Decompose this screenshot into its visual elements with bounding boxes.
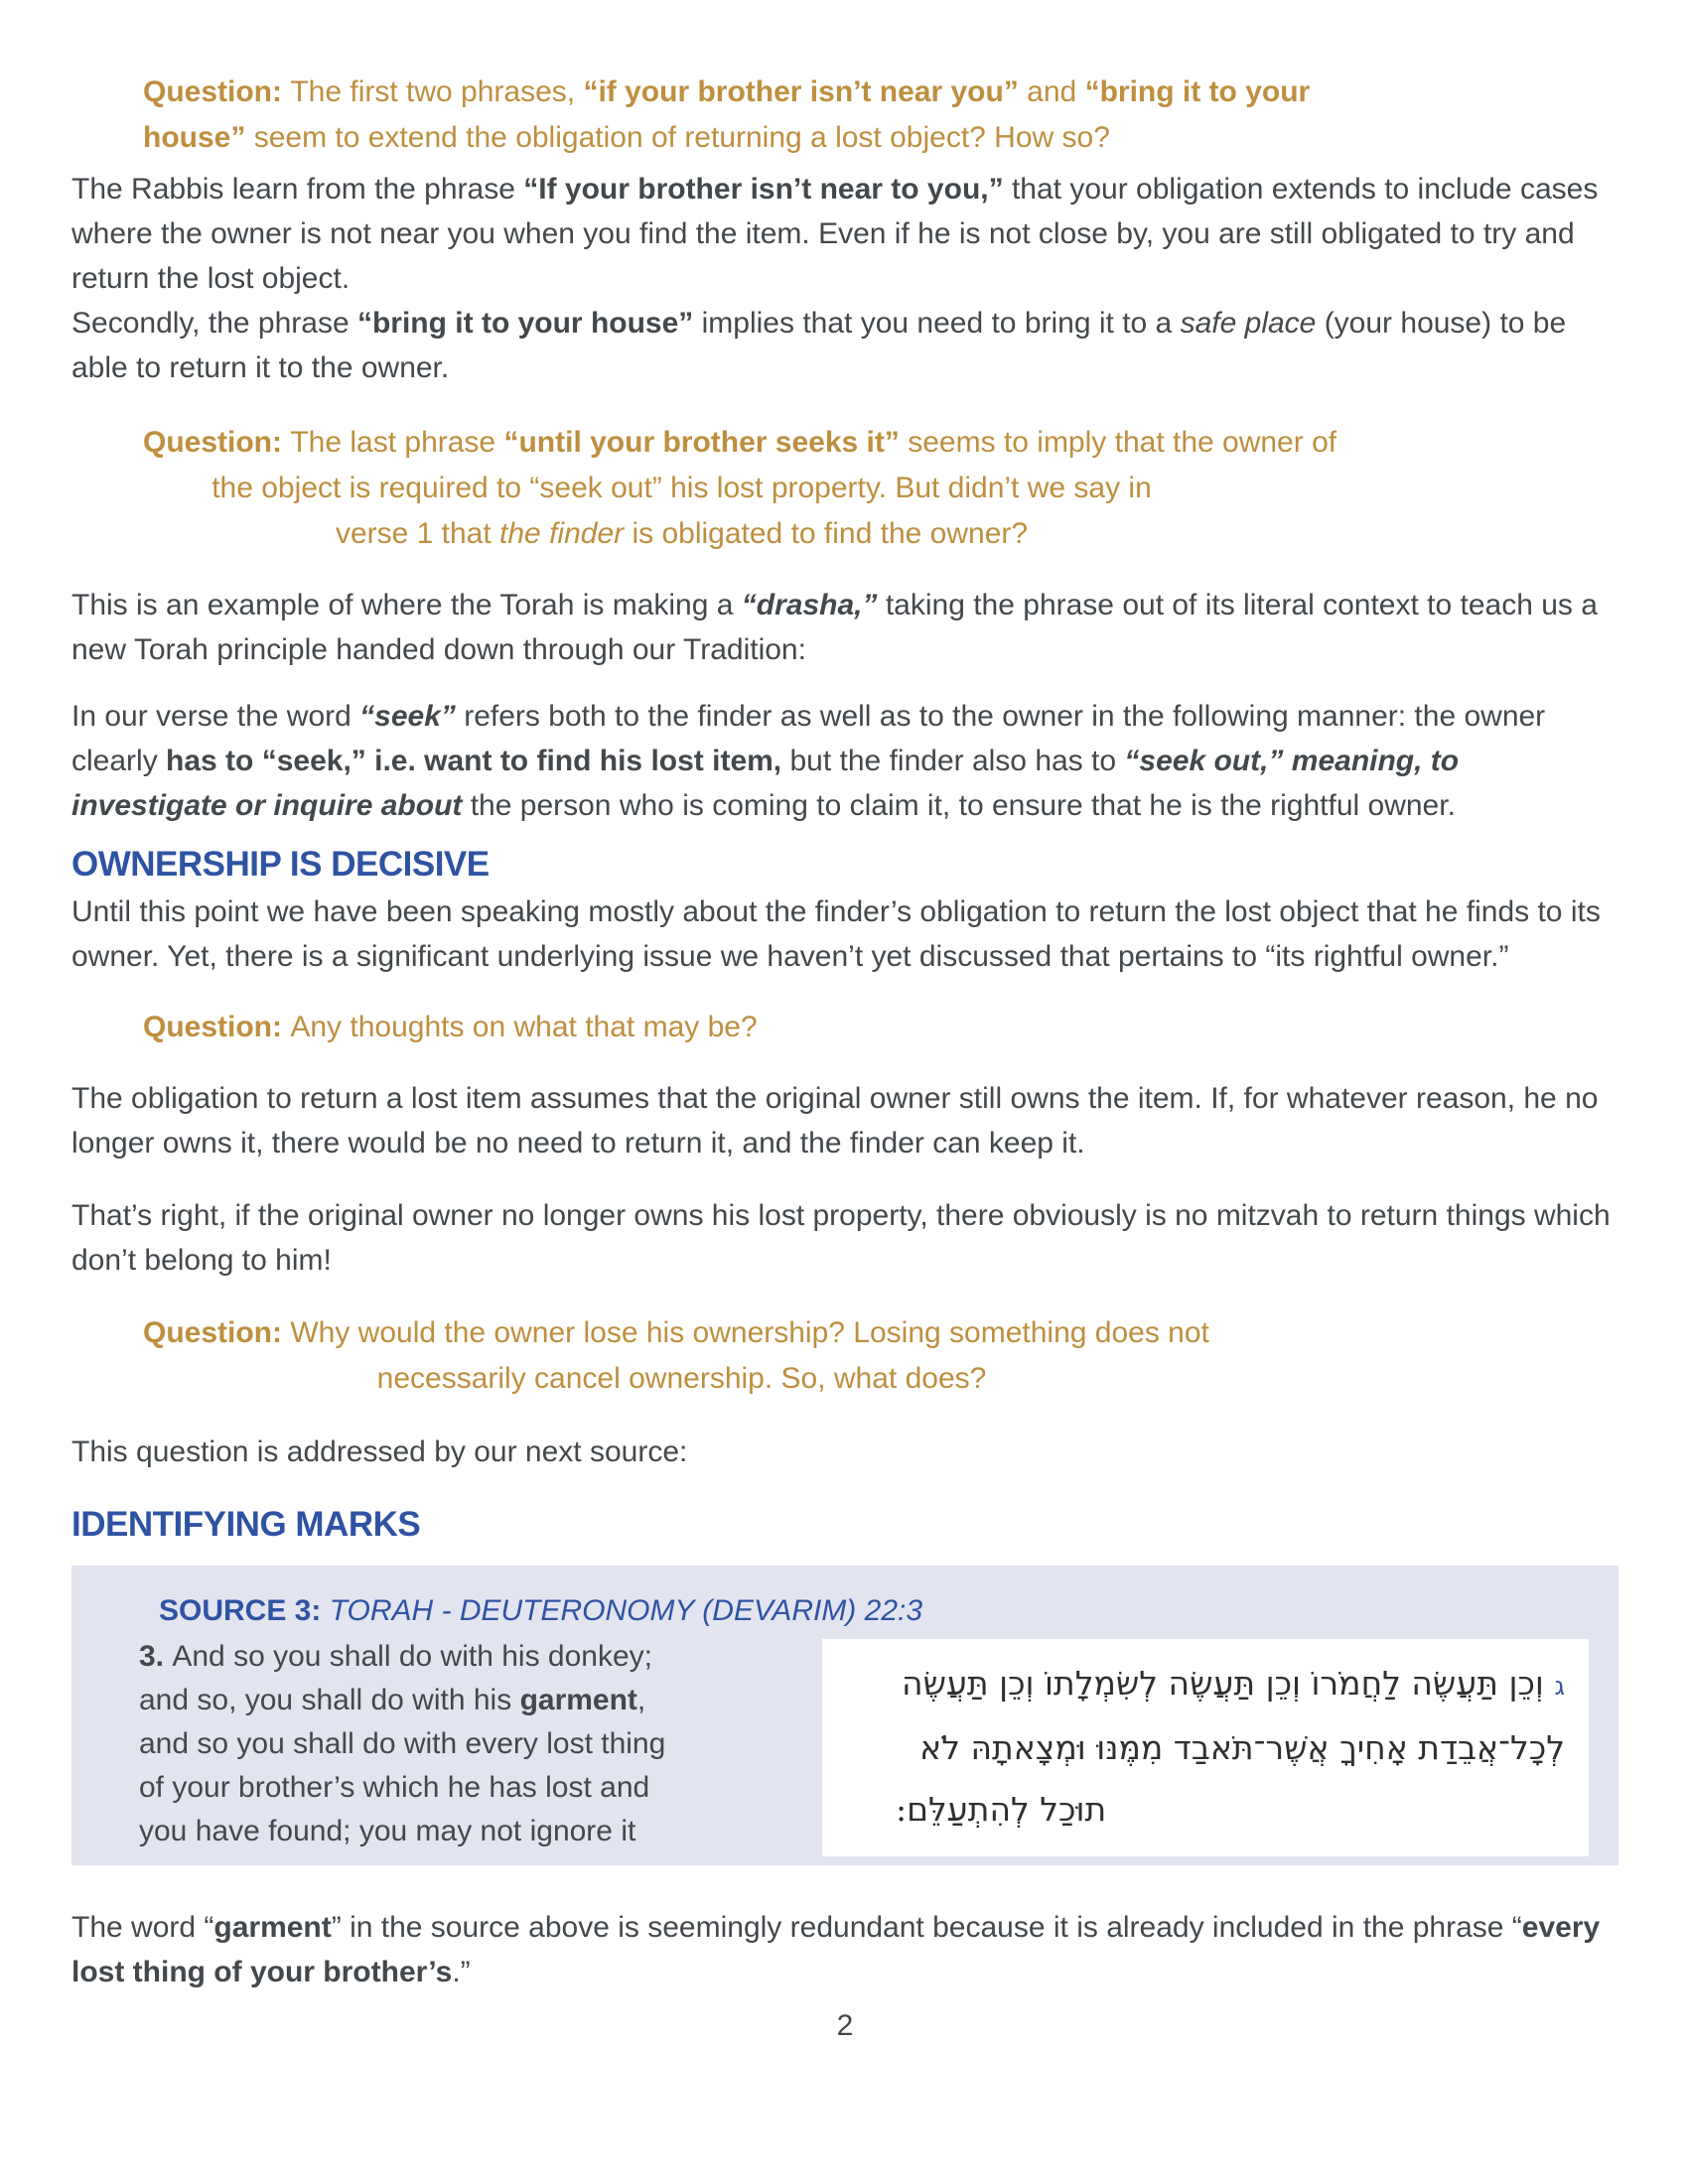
text-segment: of your brother’s which he has lost and xyxy=(139,1771,650,1804)
text-segment: is obligated to find the owner? xyxy=(624,517,1029,550)
text-segment: but the finder also has to xyxy=(781,745,1125,777)
text-segment: The word “ xyxy=(71,1911,214,1944)
question-line xyxy=(143,1310,1618,1356)
text-segment: taking the phrase out of its literal context to teach us a new Torah principle handed down through our Tradition: xyxy=(71,589,1598,666)
text-segment: that your obligation extends to include cases where the owner is not near you when you find the item. Even if he is not close by, you are still obligated to try and return the lost object. xyxy=(71,173,1599,295)
text-segment: and so you shall do with every lost thing xyxy=(139,1727,666,1760)
text-segment: 3. xyxy=(139,1640,173,1673)
text-segment: “bring it to your xyxy=(1084,75,1311,108)
text-segment: This question is addressed by our next source: xyxy=(71,1435,688,1468)
text-segment: Secondly, the phrase xyxy=(71,307,357,340)
question-line xyxy=(143,511,1220,557)
text-segment: Why would the owner lose his ownership? Losing something does not xyxy=(290,1316,1209,1349)
paragraph-drasha xyxy=(71,583,1618,672)
text-segment: The obligation to return a lost item assumes that the original owner still owns the item. If, for whatever reason, he no longer owns it, there would be no need to return it, and the finder can keep it. xyxy=(71,1082,1599,1160)
text-segment: and xyxy=(1018,75,1085,108)
paragraph-text xyxy=(71,307,1566,384)
blue: TORAH - DEUTERONOMY (DEVARIM) 22:3 xyxy=(329,1594,923,1627)
paragraph-garment xyxy=(71,1905,1618,1994)
text-segment: garment xyxy=(519,1684,637,1716)
hebrew-line xyxy=(846,1779,1565,1841)
source-row xyxy=(139,1635,1589,1856)
text-segment: “seek out,” meaning, to investigate or inquire about xyxy=(71,745,1460,822)
paragraph-text xyxy=(71,895,1601,973)
question-line xyxy=(143,115,1618,161)
page-number: 2 xyxy=(836,2009,854,2042)
question-line xyxy=(143,466,1220,511)
text-segment: And so you shall do with his donkey; xyxy=(172,1640,652,1673)
text-segment: house” xyxy=(143,121,246,154)
text-segment: “until your brother seeks it” xyxy=(503,426,900,459)
hebrew-line xyxy=(846,1717,1565,1779)
text-segment: In our verse the word xyxy=(71,700,360,733)
paragraph-obligation xyxy=(71,1076,1618,1165)
paragraph-text xyxy=(71,1082,1598,1160)
text-segment: seem to extend the obligation of returning a lost object? How so? xyxy=(245,121,1110,154)
text-segment: ” in the source above is seemingly redundant because it is already included in the phrase “ xyxy=(331,1911,1522,1944)
text-segment: The first two phrases, xyxy=(290,75,584,108)
text-segment: every lost thing of your brother’s xyxy=(71,1911,1601,1988)
hebrew-verse-panel xyxy=(822,1639,1589,1856)
text-segment: Question: xyxy=(143,75,291,108)
text-segment: , xyxy=(636,1684,646,1716)
text-segment: refers both to the finder as well as to the owner in the following manner: the owner clearly xyxy=(71,700,1546,777)
paragraph-seek xyxy=(71,694,1618,828)
text-segment: safe place xyxy=(1180,307,1317,340)
paragraph-thats-right xyxy=(71,1193,1618,1283)
source-english-line xyxy=(139,1635,794,1679)
paragraph-text xyxy=(71,1435,687,1468)
text-segment: Any thoughts on what that may be? xyxy=(290,1011,758,1043)
source-english-text xyxy=(139,1635,794,1853)
paragraph-text xyxy=(71,1199,1611,1277)
heading-ownership: OWNERSHIP IS DECISIVE xyxy=(71,845,490,884)
question-line xyxy=(143,420,1618,466)
text-segment: The last phrase xyxy=(290,426,504,459)
source-heading xyxy=(159,1593,1589,1629)
text-segment: That’s right, if the original owner no longer owns his lost property, there obviously is no mitzvah to return things which don’t belong to him! xyxy=(71,1199,1611,1277)
source-english-line xyxy=(139,1679,794,1722)
source-box xyxy=(71,1566,1618,1865)
question-block-4 xyxy=(71,1310,1618,1402)
text-segment: “if your brother isn’t near you” xyxy=(583,75,1019,108)
text-segment: (your house) to be able to return it to the owner. xyxy=(71,307,1567,384)
question-block-2 xyxy=(71,420,1618,557)
text-segment: the object is required to “seek out” his lost property. But didn’t we say in xyxy=(211,472,1152,504)
paragraph-text xyxy=(71,589,1598,666)
text-segment: has to “seek,” i.e. want to find his lost item, xyxy=(166,745,782,777)
source-english-line xyxy=(139,1810,794,1853)
text-segment: Question: xyxy=(143,1316,291,1349)
text-segment: implies that you need to bring it to a xyxy=(693,307,1181,340)
source-english-line xyxy=(139,1766,794,1810)
hebrew-line xyxy=(846,1653,1565,1717)
paragraph-next-source xyxy=(71,1430,1618,1474)
heading-identifying-marks: IDENTIFYING MARKS xyxy=(71,1505,421,1544)
text-segment: This is an example of where the Torah is making a xyxy=(71,589,742,621)
text-segment: garment xyxy=(213,1911,332,1944)
text-segment: the finder xyxy=(499,517,625,550)
text-segment: .” xyxy=(452,1956,471,1988)
paragraph-text xyxy=(71,1911,1600,1988)
question-line xyxy=(143,1356,1220,1402)
text-segment: necessarily cancel ownership. So, what does? xyxy=(376,1362,987,1395)
paragraph-until-this-point xyxy=(71,889,1618,979)
text-segment: The Rabbis learn from the phrase xyxy=(71,173,524,205)
blue: SOURCE 3: xyxy=(159,1594,330,1627)
question-line xyxy=(143,1005,1618,1050)
verse-letter: ג xyxy=(1554,1672,1565,1702)
text-segment: Until this point we have been speaking mostly about the finder’s obligation to return the lost object that he finds to its owner. Yet, there is a significant underlying issue we haven’t yet discussed that pertains to “its rightful owner.” xyxy=(71,895,1601,973)
text-segment: Question: xyxy=(143,426,291,459)
text-segment: “seek” xyxy=(359,700,456,733)
text-segment: “bring it to your house” xyxy=(356,307,694,340)
text-segment: seems to imply that the owner of xyxy=(899,426,1337,459)
text-segment: תוּכַל לְהִתְעַלֵּם: xyxy=(896,1790,1107,1829)
paragraph-rabbis xyxy=(71,167,1618,390)
text-segment: verse 1 that xyxy=(335,517,500,550)
question-block-1 xyxy=(71,69,1618,161)
text-segment: וְכֵן תַּעֲשֶׂה לַחֲמֹרוֹ וְכֵן תַּעֲשֶׂה לְשִׂמְלָתוֹ וְכֵן תַּעֲשֶׂה xyxy=(902,1664,1555,1703)
paragraph-text xyxy=(71,173,1598,295)
question-block-3 xyxy=(71,1005,1618,1050)
source-english-line xyxy=(139,1722,794,1766)
paragraph-text xyxy=(71,700,1545,822)
text-segment: “drasha,” xyxy=(741,589,878,621)
text-segment: Question: xyxy=(143,1011,291,1043)
text-segment: לְכָל־אֲבֵדַת אָחִיךָ אֲשֶׁר־תֹּאבַד מִמֶּנּוּ וּמְצָאתָהּ לֹא xyxy=(919,1728,1565,1767)
text-segment: “If your brother isn’t near to you,” xyxy=(523,173,1004,205)
question-line xyxy=(143,69,1618,115)
text-segment: and so, you shall do with his xyxy=(139,1684,520,1716)
text-segment: the person who is coming to claim it, to ensure that he is the rightful owner. xyxy=(462,789,1456,822)
text-segment: you have found; you may not ignore it xyxy=(139,1815,636,1847)
